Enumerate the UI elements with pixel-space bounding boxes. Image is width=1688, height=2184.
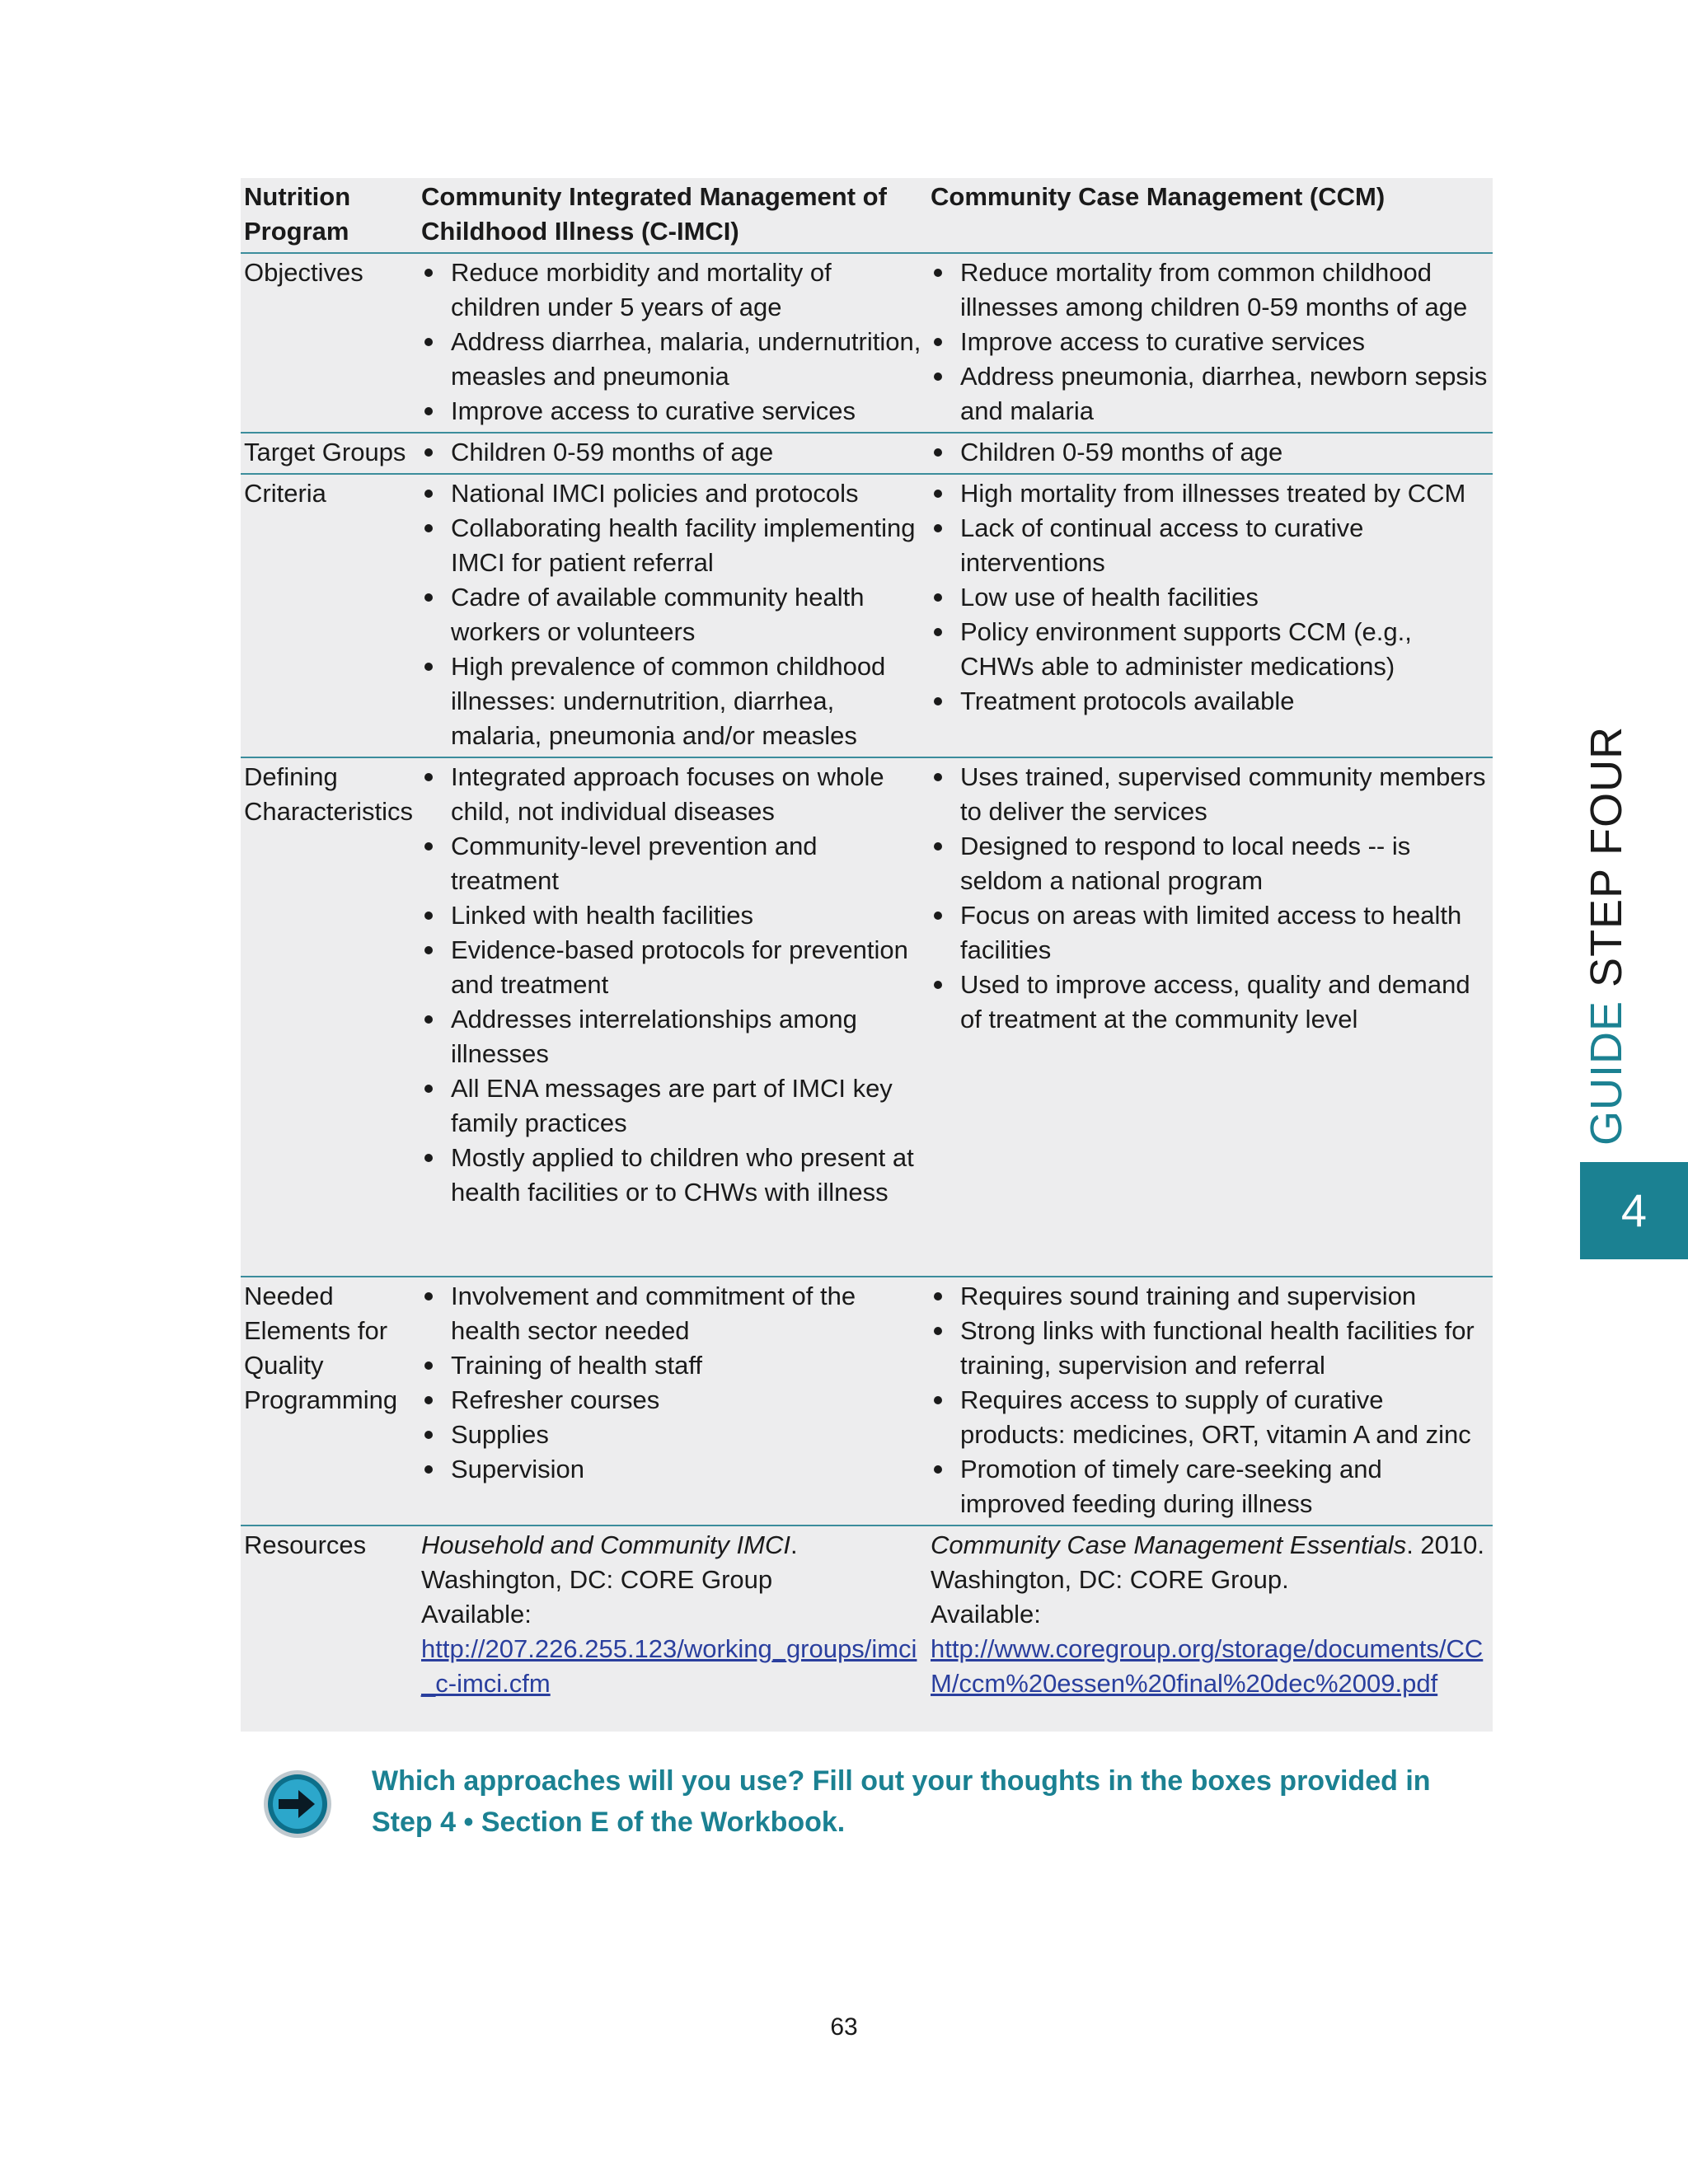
imci-cell	[418, 253, 927, 433]
ccm-cell	[927, 1277, 1493, 1526]
bullet-list	[931, 1279, 1489, 1521]
resource-title: Household and Community IMCI	[421, 1530, 790, 1559]
imci-cell	[418, 757, 927, 1277]
resource-citation	[421, 1528, 924, 1563]
list-item: Address pneumonia, diarrhea, newborn sepsis and malaria	[931, 359, 1489, 429]
list-item: Community-level prevention and treatment	[421, 829, 924, 898]
table-header-row	[241, 178, 1493, 253]
list-item: Uses trained, supervised community members to deliver the services	[931, 760, 1489, 829]
resource-title: Community Case Management Essentials	[931, 1530, 1407, 1559]
list-item: Linked with health facilities	[421, 898, 924, 933]
ccm-cell	[927, 474, 1493, 757]
ccm-resource-cell	[927, 1526, 1493, 1732]
resource-publisher: Washington, DC: CORE Group.	[931, 1565, 1289, 1594]
list-item: Designed to respond to local needs -- is seldom a national program	[931, 829, 1489, 898]
table-row-resources	[241, 1526, 1493, 1732]
table-row-target-groups	[241, 433, 1493, 474]
list-item: Cadre of available community health workers or volunteers	[421, 580, 924, 649]
row-label: Target Groups	[241, 433, 418, 474]
header-ccm: Community Case Management (CCM)	[927, 178, 1493, 253]
ccm-cell	[927, 433, 1493, 474]
side-tab-step: STEP FOUR	[1582, 725, 1631, 987]
list-item: Reduce mortality from common childhood illnesses among children 0-59 months of age	[931, 255, 1489, 325]
row-label: Needed Elements for Quality Programming	[241, 1277, 418, 1526]
bullet-list	[931, 255, 1489, 429]
resource-title-suffix: . 2010.	[1406, 1530, 1485, 1559]
ccm-cell	[927, 757, 1493, 1277]
resource-available: Available:	[931, 1600, 1041, 1629]
list-item: Supplies	[421, 1418, 924, 1452]
list-item: Lack of continual access to curative interventions	[931, 511, 1489, 580]
resource-citation	[931, 1528, 1489, 1563]
list-item: Policy environment supports CCM (e.g., CHWs able to administer medications)	[931, 615, 1489, 684]
table-row-needed-elements	[241, 1277, 1493, 1526]
list-item: Used to improve access, quality and demand of treatment at the community level	[931, 968, 1489, 1037]
bullet-list	[421, 255, 924, 429]
resource-publisher: Washington, DC: CORE Group	[421, 1565, 773, 1594]
list-item: All ENA messages are part of IMCI key family practices	[421, 1071, 924, 1141]
imci-resource-cell	[418, 1526, 927, 1732]
bullet-list	[421, 760, 924, 1210]
bullet-list	[931, 760, 1489, 1037]
callout-line-2: Step 4 • Section E of the Workbook.	[372, 1807, 846, 1838]
workbook-callout	[372, 1760, 1476, 1843]
page-number: 63	[830, 2013, 858, 2041]
list-item: Strong links with functional health facilities for training, supervision and referral	[931, 1314, 1489, 1383]
header-nutrition-program: Nutrition Program	[241, 178, 418, 253]
bullet-list	[421, 435, 924, 470]
imci-cell	[418, 474, 927, 757]
list-item: Promotion of timely care-seeking and improved feeding during illness	[931, 1452, 1489, 1521]
row-label: Criteria	[241, 474, 418, 757]
list-item: High mortality from illnesses treated by CCM	[931, 476, 1489, 511]
imci-resource-link[interactable]: http://207.226.255.123/working_groups/imci_c-imci.cfm	[421, 1634, 917, 1698]
list-item: Children 0-59 months of age	[421, 435, 924, 470]
list-item: Improve access to curative services	[931, 325, 1489, 359]
side-tab-number: 4	[1580, 1162, 1688, 1259]
bullet-list	[421, 476, 924, 753]
list-item: Low use of health facilities	[931, 580, 1489, 615]
header-c-imci: Community Integrated Management of Childhood Illness (C-IMCI)	[418, 178, 927, 253]
bullet-list	[421, 1279, 924, 1487]
list-item: Focus on areas with limited access to health facilities	[931, 898, 1489, 968]
list-item: Children 0-59 months of age	[931, 435, 1489, 470]
bullet-list	[931, 435, 1489, 470]
list-item: Evidence-based protocols for prevention and treatment	[421, 933, 924, 1002]
list-item: Requires sound training and supervision	[931, 1279, 1489, 1314]
list-item: Reduce morbidity and mortality of children under 5 years of age	[421, 255, 924, 325]
row-label: Objectives	[241, 253, 418, 433]
list-item: Addresses interrelationships among illnesses	[421, 1002, 924, 1071]
arrow-right-circle-icon	[262, 1769, 333, 1840]
list-item: Mostly applied to children who present at health facilities or to CHWs with illness	[421, 1141, 924, 1210]
table-row-defining-characteristics	[241, 757, 1493, 1277]
row-label: Resources	[244, 1530, 367, 1559]
list-item: Treatment protocols available	[931, 684, 1489, 719]
list-item: Supervision	[421, 1452, 924, 1487]
list-item: Refresher courses	[421, 1383, 924, 1418]
row-label: Defining Characteristics	[241, 757, 418, 1277]
side-tab-guide: GUIDE	[1582, 1000, 1631, 1146]
list-item: High prevalence of common childhood illnesses: undernutrition, diarrhea, malaria, pneumonia and/or measles	[421, 649, 924, 753]
bullet-list	[931, 476, 1489, 719]
imci-cell	[418, 1277, 927, 1526]
ccm-resource-link[interactable]: http://www.coregroup.org/storage/documents/CCM/ccm%20essen%20final%20dec%2009.pdf	[931, 1634, 1484, 1698]
list-item: Improve access to curative services	[421, 394, 924, 429]
program-comparison-table	[241, 178, 1493, 1732]
imci-cell	[418, 433, 927, 474]
list-item: Integrated approach focuses on whole child, not individual diseases	[421, 760, 924, 829]
list-item: Collaborating health facility implementing IMCI for patient referral	[421, 511, 924, 580]
ccm-cell	[927, 253, 1493, 433]
resource-title-suffix: .	[790, 1530, 798, 1559]
table-row-criteria	[241, 474, 1493, 757]
list-item: National IMCI policies and protocols	[421, 476, 924, 511]
list-item: Involvement and commitment of the health sector needed	[421, 1279, 924, 1348]
list-item: Requires access to supply of curative products: medicines, ORT, vitamin A and zinc	[931, 1383, 1489, 1452]
list-item: Training of health staff	[421, 1348, 924, 1383]
side-tab-label	[1578, 725, 1635, 1146]
resource-available: Available:	[421, 1600, 532, 1629]
table-row-objectives	[241, 253, 1493, 433]
callout-line-1: Which approaches will you use? Fill out your thoughts in the boxes provided in	[372, 1765, 1431, 1797]
list-item: Address diarrhea, malaria, undernutrition, measles and pneumonia	[421, 325, 924, 394]
